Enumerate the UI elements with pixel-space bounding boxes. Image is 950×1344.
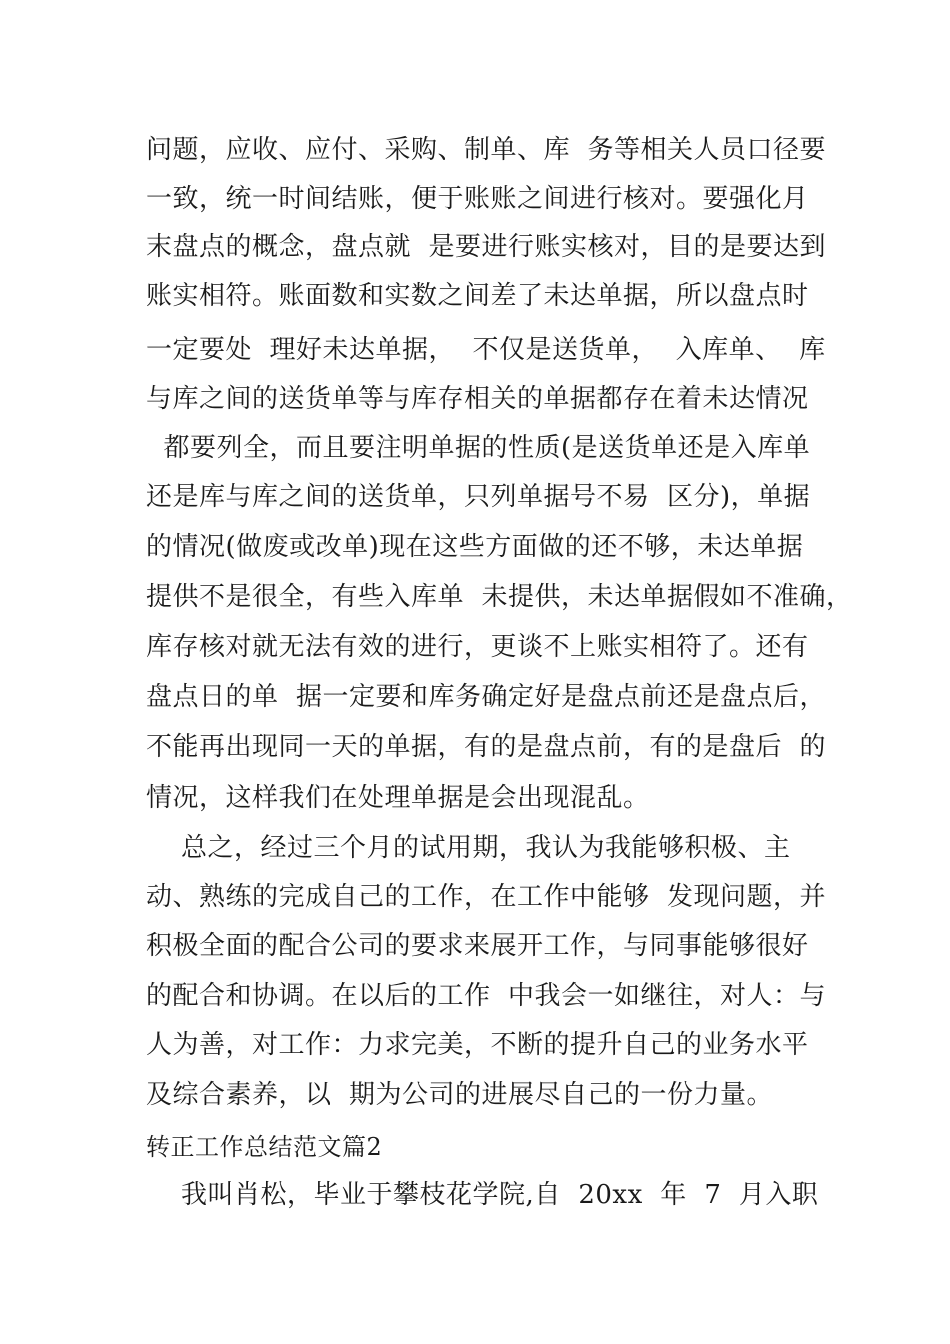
paragraph-line: 都要列全，而且要注明单据的性质(是送货单还是入库单	[146, 433, 811, 463]
paragraph-line: 不能再出现同一天的单据，有的是盘点前，有的是盘后 的	[146, 732, 827, 762]
section-heading: 转正工作总结范文篇2	[146, 1133, 383, 1161]
paragraph-line: 动、熟练的完成自己的工作，在工作中能够 发现问题，并	[146, 882, 827, 912]
paragraph-line: 盘点日的单 据一定要和库务确定好是盘点前还是盘点后，	[146, 682, 827, 712]
paragraph-line: 一致，统一时间结账，便于账账之间进行核对。要强化月	[146, 184, 809, 214]
paragraph-line: 人为善，对工作：力求完美，不断的提升自己的业务水平	[146, 1030, 809, 1060]
paragraph-line: 我叫肖松，毕业于攀枝花学院,自 20xx 年 7 月入职	[146, 1180, 819, 1210]
paragraph-line: 账实相符。账面数和实数之间差了未达单据，所以盘点时	[146, 281, 809, 311]
paragraph-line: 还是库与库之间的送货单，只列单据号不易 区分)，单据	[146, 482, 811, 512]
paragraph-line: 总之，经过三个月的试用期，我认为我能够积极、主	[146, 833, 791, 863]
paragraph-line: 与库之间的送货单等与库存相关的单据都存在着未达情况	[146, 384, 809, 414]
paragraph-line: 问题，应收、应付、采购、制单、库 务等相关人员口径要	[146, 135, 827, 165]
paragraph-line: 一定要处 理好未达单据， 不仅是送货单， 入库单、 库	[146, 335, 826, 365]
paragraph-line: 的情况(做废或改单)现在这些方面做的还不够，未达单据	[146, 532, 804, 562]
paragraph-line: 积极全面的配合公司的要求来展开工作，与同事能够很好	[146, 931, 809, 961]
paragraph-line: 库存核对就无法有效的进行，更谈不上账实相符了。还有	[146, 632, 809, 662]
paragraph-line: 情况，这样我们在处理单据是会出现混乱。	[146, 783, 650, 813]
paragraph-line: 及综合素养，以 期为公司的进展尽自己的一份力量。	[146, 1080, 774, 1110]
paragraph-line: 末盘点的概念，盘点就 是要进行账实核对，目的是要达到	[146, 232, 827, 262]
paragraph-line: 提供不是很全，有些入库单 未提供，未达单据假如不准确，	[146, 582, 853, 612]
paragraph-line: 的配合和协调。在以后的工作 中我会一如继往，对人：与	[146, 981, 827, 1011]
